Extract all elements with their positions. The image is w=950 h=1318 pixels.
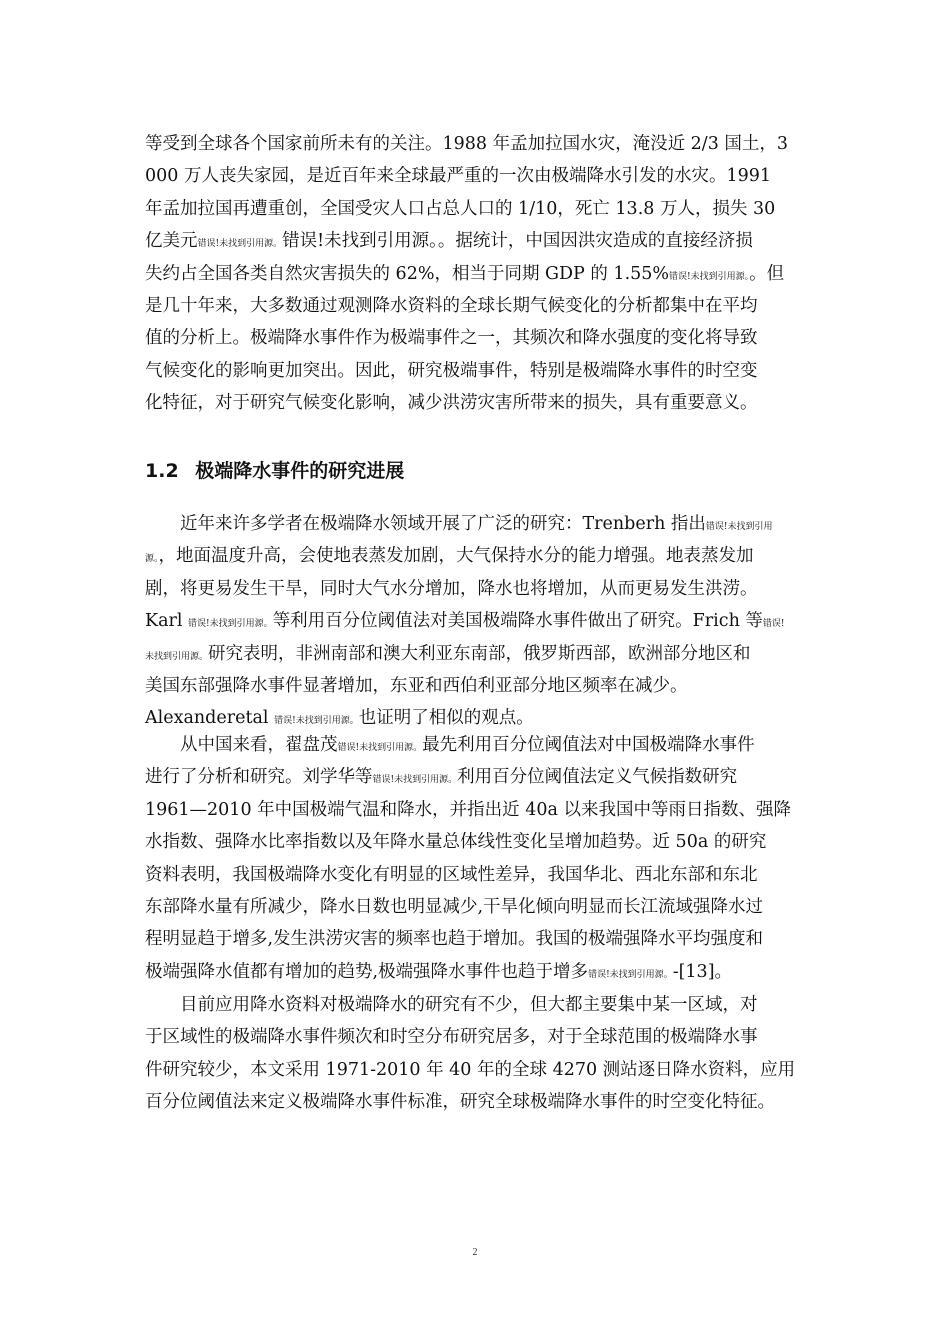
- text-line: [145, 923, 811, 955]
- line-text-tail: 最先利用百分位阈值法对中国极端降水事件: [422, 735, 755, 755]
- text-line: [145, 508, 811, 540]
- line-text: Alexanderetal: [145, 708, 275, 729]
- section-title: 极端降水事件的研究进展: [195, 460, 405, 482]
- section-heading: [145, 456, 404, 486]
- line-text-tail: 利用百分位阈值法定义气候指数研究: [457, 767, 738, 788]
- line-text-tail: 也证明了相似的观点。: [358, 708, 534, 729]
- text-line: [145, 1054, 811, 1086]
- paragraph-4: [145, 989, 811, 1119]
- text-line: [145, 355, 811, 387]
- text-line: [145, 638, 811, 670]
- line-text-tail: ，地面温度升高，会使地表蒸发加剧，大气保持水分的能力增强。地表蒸发加: [158, 546, 754, 567]
- line-text-tail: 错误!未找到引用源。。据统计，中国因洪灾造成的直接经济损: [282, 231, 753, 252]
- line-text: 于区域性的极端降水事件频次和时空分布研究居多，对于全球范围的极端降水事: [145, 1027, 758, 1048]
- text-line: [145, 670, 811, 702]
- line-text: 1961—2010 年中国极端气温和降水，并指出近 40a 以来我国中等雨日指数、强降: [145, 799, 791, 820]
- line-text-tail: 研究表明，非洲南部和澳大利亚东南部，俄罗斯西部，欧洲部分地区和: [208, 643, 751, 664]
- line-text: 件研究较少，本文采用 1971-2010 年 40 年的全球 4270 测站逐日降水资料，应用: [145, 1059, 796, 1080]
- line-text: 美国东部强降水事件显著增加，东亚和西伯利亚部分地区频率在减少。: [145, 675, 688, 696]
- reference-error: 错误!未找到引用源。: [188, 619, 273, 630]
- line-text: 是几十年来，大多数通过观测降水资料的全球长期气候变化的分析都集中在平均: [145, 295, 758, 316]
- text-line: [145, 573, 811, 605]
- text-line: [145, 258, 811, 290]
- paragraph-1: [145, 128, 811, 420]
- line-text: 百分位阈值法来定义极端降水事件标准，研究全球极端降水事件的时空变化特征。: [145, 1092, 775, 1113]
- line-text: 从中国来看，翟盘茂: [145, 735, 338, 755]
- text-line: [145, 729, 811, 761]
- reference-error: 错误!未找到引用源。: [669, 271, 750, 282]
- line-text: 东部降水量有所减少，降水日数也明显减少,干旱化倾向明显而长江流域强降水过: [145, 896, 764, 917]
- line-text: 失约占全国各类自然灾害损失的 62%，相当于同期 GDP 的 1.55%: [145, 263, 670, 284]
- line-text: 年孟加拉国再遭重创，全国受灾人口占总人口的 1/10，死亡 13.8 万人，损失 30: [145, 198, 776, 219]
- line-text: 程明显趋于增多,发生洪涝灾害的频率也趋于增加。我国的极端强降水平均强度和: [145, 929, 764, 950]
- text-line: [145, 387, 811, 419]
- reference-error: 错误!未找到引用源。: [372, 775, 458, 786]
- text-line: [145, 290, 811, 322]
- reference-error: 错误!未找到引用源。: [337, 743, 423, 753]
- paragraph-3: [145, 729, 811, 988]
- text-line: [145, 225, 811, 257]
- reference-error: 未找到引用源。: [145, 651, 209, 662]
- line-text: 资料表明，我国极端降水变化有明显的区域性差异，我国华北、西北东部和东北: [145, 864, 758, 885]
- text-line: [145, 826, 811, 858]
- line-text: 水指数、强降水比率指数以及年降水量总体线性变化呈增加趋势。近 50a 的研究: [145, 832, 767, 853]
- line-text-tail: 。但: [749, 263, 785, 284]
- paragraph-2: [145, 508, 811, 735]
- text-line: [145, 322, 811, 354]
- line-text: 极端强降水值都有增加的趋势,极端强降水事件也趋于增多: [145, 961, 589, 982]
- section-number: 1.2: [145, 460, 179, 482]
- reference-error: 源。: [145, 554, 159, 565]
- line-text: 亿美元: [145, 231, 198, 252]
- line-text-tail: 等利用百分位阈值法对美国极端降水事件做出了研究。Frich 等: [272, 611, 763, 632]
- line-text: 值的分析上。极端降水事件作为极端事件之一，其频次和降水强度的变化将导致: [145, 328, 758, 349]
- text-line: [145, 1021, 811, 1053]
- text-line: [145, 605, 811, 637]
- text-line: [145, 761, 811, 793]
- reference-error: 错误!未找到引用源。: [197, 239, 283, 250]
- line-text: 进行了分析和研究。刘学华等: [145, 767, 373, 788]
- reference-error: 错误!未找到引用: [705, 522, 773, 532]
- text-line: [145, 989, 811, 1021]
- text-line: [145, 160, 811, 192]
- line-text: Karl: [145, 611, 189, 632]
- text-line: [145, 859, 811, 891]
- line-text: 等受到全球各个国家前所未有的关注。1988 年孟加拉国水灾，淹没近 2/3 国土，3: [145, 134, 789, 154]
- line-text: 剧，将更易发生干旱，同时大气水分增加，降水也将增加，从而更易发生洪涝。: [145, 578, 758, 599]
- page-number: 2: [472, 1247, 478, 1258]
- line-text: 000 万人丧失家园，是近百年来全球最严重的一次由极端降水引发的水灾。1991: [145, 166, 771, 187]
- line-text: 近年来许多学者在极端降水领域开展了广泛的研究：Trenberh 指出: [145, 514, 706, 534]
- text-line: [145, 193, 811, 225]
- line-text-tail: -[13]。: [672, 961, 733, 982]
- text-line: [145, 540, 811, 572]
- text-line: [145, 1086, 811, 1118]
- text-line: [145, 128, 811, 160]
- line-text: 目前应用降水资料对极端降水的研究有不少，但大都主要集中某一区域，对: [145, 995, 758, 1015]
- line-text: 气候变化的影响更加突出。因此，研究极端事件，特别是极端降水事件的时空变: [145, 360, 758, 381]
- text-line: [145, 794, 811, 826]
- line-text: 化特征，对于研究气候变化影响，减少洪涝灾害所带来的损失，具有重要意义。: [145, 393, 758, 414]
- text-line: [145, 891, 811, 923]
- text-line: [145, 956, 811, 988]
- reference-error: 错误!未找到引用源。: [274, 716, 359, 727]
- reference-error: 错误!: [762, 619, 785, 630]
- reference-error: 错误!未找到引用源。: [588, 969, 673, 980]
